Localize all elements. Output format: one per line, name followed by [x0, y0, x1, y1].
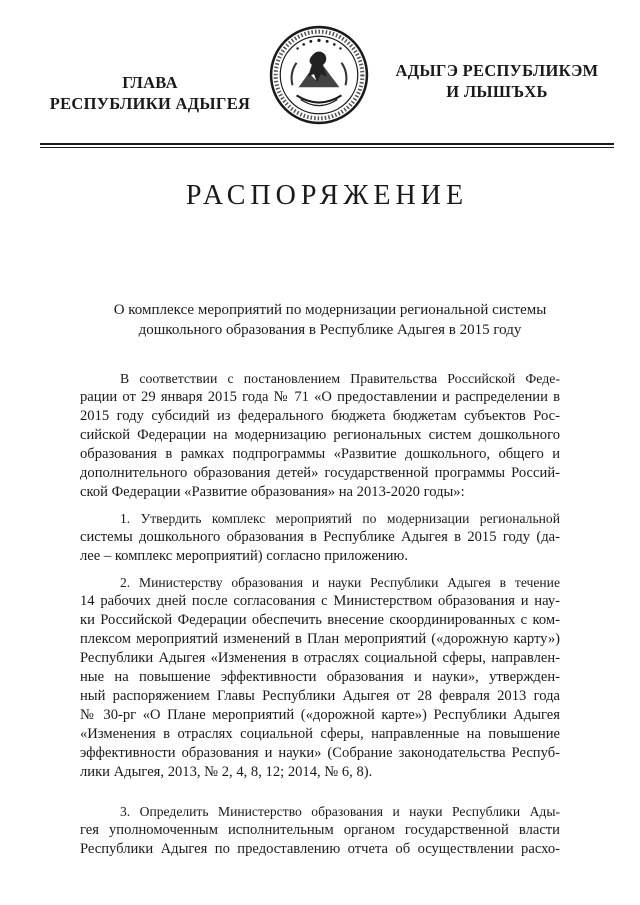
paragraph-line: ный распоряжением Главы Республики Адыгея от 28 февраля 2013 года — [80, 688, 560, 704]
paragraph-item-2 — [80, 573, 560, 782]
paragraph-line: 2015 году субсидий из федерального бюджета бюджетам субъектов Рос- — [80, 408, 560, 424]
paragraph-line: ки Российской Федерации обеспечить внесение скоординированных с ком- — [80, 612, 560, 628]
paragraph-line: дополнительного образования детей» государственной программы Россий- — [80, 465, 560, 481]
paragraph-line: сийской Федерации на модернизацию региональных систем дошкольного — [80, 427, 560, 443]
header-right-line-1: АДЫГЭ РЕСПУБЛИКЭМ — [395, 61, 599, 80]
paragraph-line: плексом мероприятий изменений в План мероприятий («дорожную карту») — [80, 631, 560, 647]
paragraph-line: системы дошкольного образования в Республике Адыгея в 2015 году (да- — [80, 529, 560, 545]
paragraph-line: Республики Адыгея по предоставлению отчета об осуществлении расхо- — [80, 841, 560, 857]
paragraph-line: ской Федерации «Развитие образования» на 2013-2020 годы»: — [80, 484, 465, 500]
paragraph-line: рации от 29 января 2015 года № 71 «О предоставлении и распределении в — [80, 389, 560, 405]
paragraph-item-1 — [80, 509, 560, 566]
paragraph-item-3 — [80, 802, 560, 859]
paragraph-line: 1. Утвердить комплекс мероприятий по модернизации региональной — [120, 511, 560, 526]
paragraph-line: 2. Министерству образования и науки Республики Адыгея в течение — [120, 575, 560, 590]
header-right — [382, 60, 612, 102]
header-left — [40, 72, 260, 114]
paragraph-line: Республики Адыгея «Изменения в отраслях социальной сферы, направлен- — [80, 650, 560, 666]
paragraph-line: 14 рабочих дней после согласования с Министерством образования и нау- — [80, 593, 560, 609]
paragraph-line: «Изменения в отраслях социальной сферы, направленные на повышение — [80, 726, 560, 742]
paragraph-line: ные на повышение эффективности образования и науки», утвержден- — [80, 669, 560, 685]
document-title: РАСПОРЯЖЕНИЕ — [185, 180, 469, 211]
subject-line: дошкольного образования в Республике Адыгея в 2015 году — [138, 322, 522, 338]
header-right-line-2: И ЛЫШЪХЬ — [446, 82, 548, 101]
paragraph-line: лики Адыгея, 2013, № 2, 4, 8, 12; 2014, № 6, 8). — [80, 764, 373, 780]
paragraph-line: эффективности образования и науки» (Собрание законодательства Респуб- — [80, 745, 560, 761]
paragraph-line: 3. Определить Министерство образования и науки Республики Ады- — [120, 804, 560, 819]
paragraph-line: В соответствии с постановлением Правительства Российской Феде- — [120, 371, 560, 386]
paragraph-line: образования в рамках подпрограммы «Развитие дошкольного, общего и — [80, 446, 560, 462]
header-divider-thick — [40, 143, 614, 145]
header-divider-thin — [40, 147, 614, 148]
paragraph-line: лее – комплекс мероприятий) согласно приложению. — [80, 548, 408, 564]
document-subject — [60, 300, 600, 340]
subject-line: О комплексе мероприятий по модернизации региональной системы — [113, 302, 547, 318]
coat-of-arms-emblem — [268, 24, 370, 126]
header-left-line-2: РЕСПУБЛИКИ АДЫГЕЯ — [49, 94, 251, 113]
header-left-line-1: ГЛАВА — [122, 73, 178, 92]
paragraph-line: гея уполномоченным исполнительным органом государственной власти — [80, 822, 560, 838]
paragraph-line: № 30-рг «О Плане мероприятий («дорожной карте») Республики Адыгея — [80, 707, 560, 723]
paragraph-preamble — [80, 369, 560, 502]
